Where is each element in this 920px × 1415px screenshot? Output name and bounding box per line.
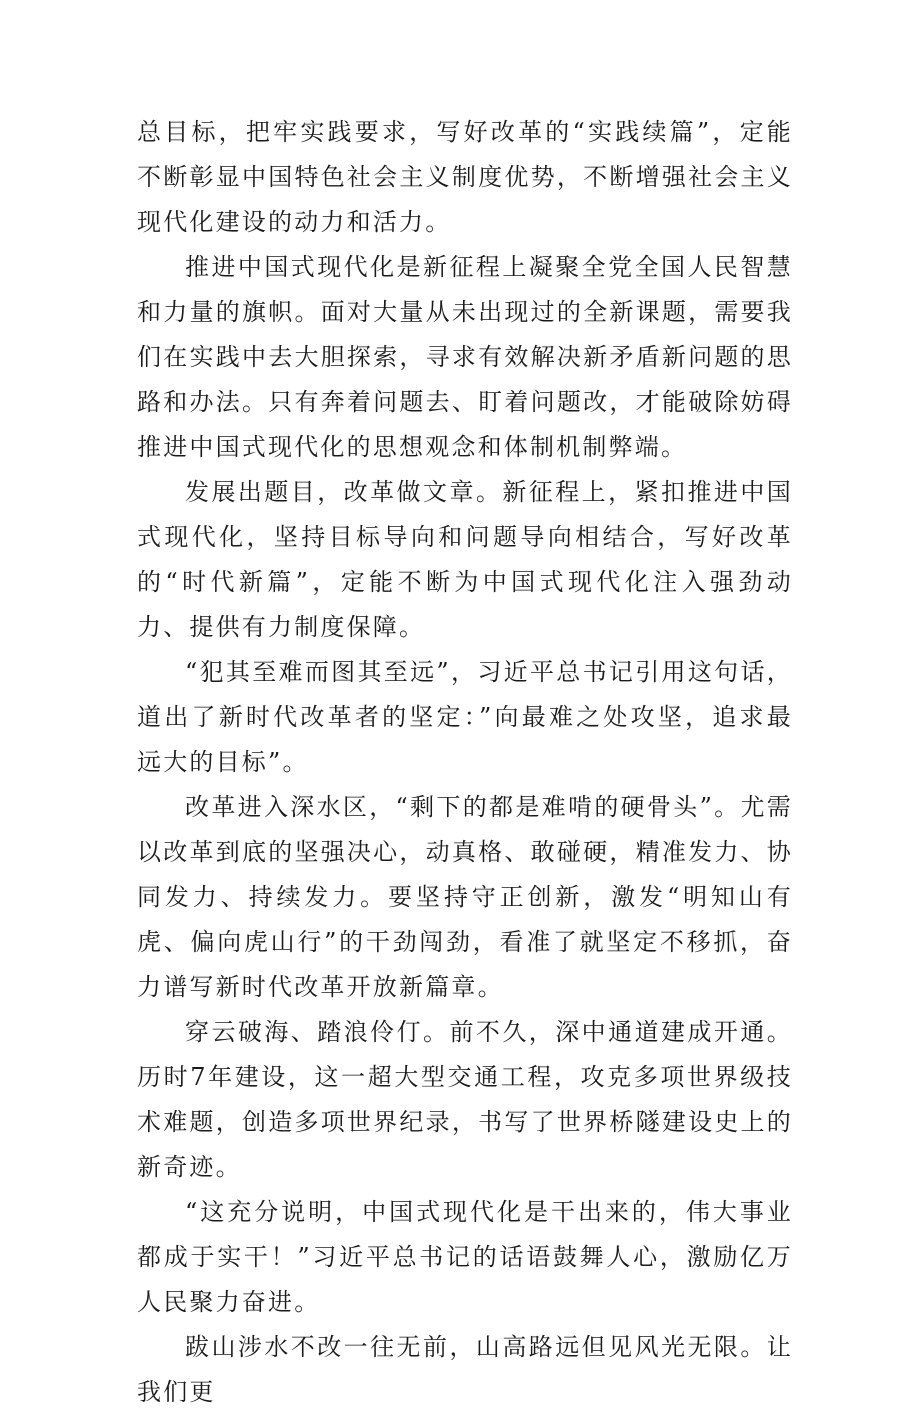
paragraph: 发展出题目，改革做文章。新征程上，紧扣推进中国式现代化，坚持目标导向和问题导向相结合，写好改革的“时代新篇”，定能不断为中国式现代化注入强劲动力、提供有力制度保障。 xyxy=(137,478,793,641)
paragraph: “犯其至难而图其至远”，习近平总书记引用这句话，道出了新时代改革者的坚定：”向最难之处攻坚，追求最远大的目标”。 xyxy=(137,658,793,776)
paragraph-continuation: 总目标，把牢实践要求，写好改革的“实践续篇”，定能不断彰显中国特色社会主义制度优势，不断增强社会主义现代化建设的动力和活力。 xyxy=(137,118,793,236)
paragraph: 跋山涉水不改一往无前，山高路远但见风光无限。让我们更 xyxy=(137,1333,793,1406)
paragraph: “这充分说明，中国式现代化是干出来的，伟大事业都成于实干！”习近平总书记的话语鼓舞人心，激励亿万人民聚力奋进。 xyxy=(137,1198,793,1316)
paragraph: 推进中国式现代化是新征程上凝聚全党全国人民智慧和力量的旗帜。面对大量从未出现过的全新课题，需要我们在实践中去大胆探索，寻求有效解决新矛盾新问题的思路和办法。只有奔着问题去、盯着问题改，才能破除妨碍推进中国式现代化的思想观念和体制机制弊端。 xyxy=(137,253,793,461)
document-body xyxy=(137,110,793,1415)
paragraph: 改革进入深水区，“剩下的都是难啃的硬骨头”。尤需以改革到底的坚强决心，动真格、敢碰硬，精准发力、协同发力、持续发力。要坚持守正创新，激发“明知山有虎、偏向虎山行”的干劲闯劲，看准了就坚定不移抓，奋力谱写新时代改革开放新篇章。 xyxy=(137,793,793,1001)
paragraph: 穿云破海、踏浪伶仃。前不久，深中通道建成开通。历时7年建设，这一超大型交通工程，攻克多项世界级技术难题，创造多项世界纪录，书写了世界桥隧建设史上的新奇迹。 xyxy=(137,1018,793,1181)
